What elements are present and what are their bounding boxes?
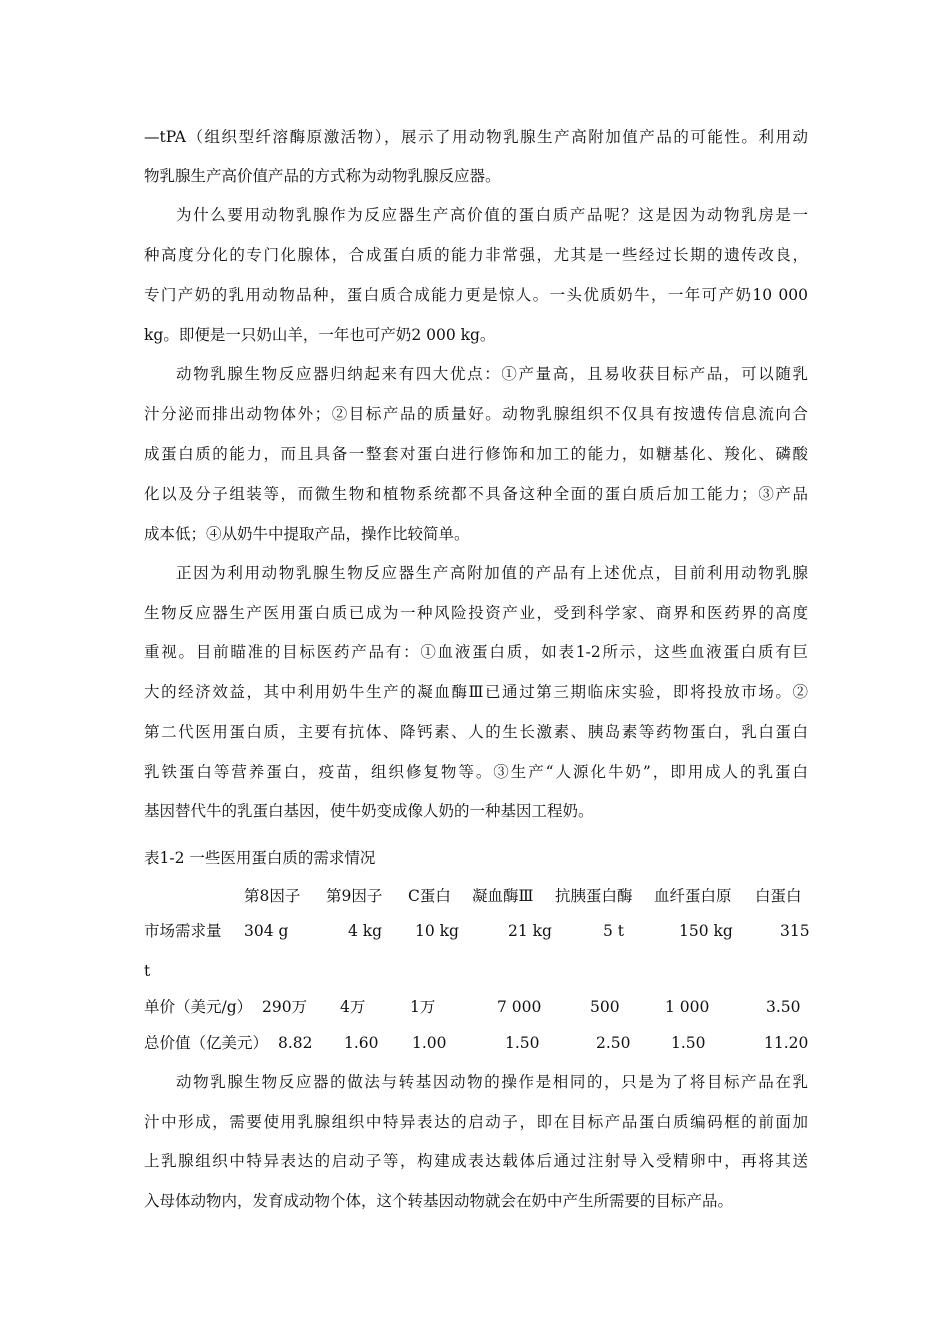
paragraph-line: 动物乳腺生物反应器的做法与转基因动物的操作是相同的，只是为了将目标产品在乳: [176, 1073, 808, 1091]
table-cell-overflow: t: [144, 962, 151, 980]
table-cell: 21 kg: [508, 922, 552, 940]
table-cell: 11.20: [764, 1034, 809, 1052]
table-cell: 150 kg: [679, 922, 733, 940]
table-cell: 2.50: [596, 1034, 631, 1052]
table-cell: 7 000: [497, 998, 542, 1016]
table-cell: 4万: [340, 998, 366, 1016]
paragraph-line: 上乳腺组织中特异表达的启动子等，构建成表达载体后通过注射导入受精卵中，再将其送: [144, 1152, 808, 1170]
table-cell: 290万: [262, 998, 308, 1016]
paragraph-line: 乳铁蛋白等营养蛋白，疫苗，组织修复物等。③生产“人源化牛奶”，即用成人的乳蛋白: [144, 763, 808, 781]
table-cell: 4 kg: [348, 922, 383, 940]
table-cell: 1.00: [412, 1034, 447, 1052]
paragraph-line: 动物乳腺生物反应器归纳起来有四大优点：①产量高，且易收获目标产品，可以随乳: [176, 365, 808, 383]
paragraph-line: 种高度分化的专门化腺体，合成蛋白质的能力非常强，尤其是一些经过长期的遗传改良，: [144, 246, 808, 264]
table-row-label: 总价值（亿美元）: [144, 1034, 269, 1052]
paragraph-line: 成蛋白质的能力，而且具备一整套对蛋白进行修饰和加工的能力，如糖基化、羧化、磷酸: [144, 445, 808, 463]
table-cell: 8.82: [278, 1034, 313, 1052]
table-cell: 5 t: [603, 922, 625, 940]
paragraph-line: kg。即便是一只奶山羊，一年也可产奶2 000 kg。: [144, 326, 496, 344]
paragraph-line: —tPA（组织型纤溶酶原激活物），展示了用动物乳腺生产高附加值产品的可能性。利用动: [144, 128, 808, 146]
table-cell: 3.50: [766, 998, 801, 1016]
paragraph-line: 第二代医用蛋白质，主要有抗体、降钙素、人的生长激素、胰岛素等药物蛋白，乳白蛋白: [144, 723, 808, 741]
table-caption: 表1-2 一些医用蛋白质的需求情况: [144, 849, 376, 867]
paragraph-line: 专门产奶的乳用动物品种，蛋白质合成能力更是惊人。一头优质奶牛，一年可产奶10 000: [144, 286, 808, 304]
table-header-cell: 血纤蛋白原: [654, 887, 732, 905]
paragraph-line: 生物反应器生产医用蛋白质已成为一种风险投资产业，受到科学家、商界和医药界的高度: [144, 604, 808, 622]
paragraph-line: 重视。目前瞄准的目标医药产品有：①血液蛋白质，如表1-2所示，这些血液蛋白质有巨: [144, 643, 808, 661]
paragraph-line: 汁分泌而排出动物体外；②目标产品的质量好。动物乳腺组织不仅具有按遗传信息流向合: [144, 405, 808, 423]
table-cell: 304 g: [244, 922, 289, 940]
paragraph-line: 正因为利用动物乳腺生物反应器生产高附加值的产品有上述优点，目前利用动物乳腺: [176, 564, 808, 582]
paragraph-line: 基因替代牛的乳蛋白基因，使牛奶变成像人奶的一种基因工程奶。: [144, 802, 594, 820]
table-header-cell: 抗胰蛋白酶: [555, 887, 633, 905]
table-cell: 1 000: [665, 998, 710, 1016]
table-cell: 500: [590, 998, 620, 1016]
table-row-label: 单价（美元/g）: [144, 998, 253, 1016]
table-cell: 1.50: [505, 1034, 540, 1052]
paragraph-line: 汁中形成，需要使用乳腺组织中特异表达的启动子，即在目标产品蛋白质编码框的前面加: [144, 1113, 808, 1131]
table-cell: 1万: [410, 998, 436, 1016]
table-cell: 315: [780, 922, 810, 940]
paragraph-line: 入母体动物内，发育成动物个体，这个转基因动物就会在奶中产生所需要的目标产品。: [144, 1192, 734, 1210]
table-header-cell: 第8因子: [244, 887, 301, 905]
table-cell: 1.60: [344, 1034, 379, 1052]
paragraph-line: 物乳腺生产高价值产品的方式称为动物乳腺反应器。: [144, 167, 501, 185]
paragraph-line: 大的经济效益，其中利用奶牛生产的凝血酶Ⅲ已通过第三期临床实验，即将投放市场。②: [144, 683, 808, 701]
table-cell: 1.50: [671, 1034, 706, 1052]
paragraph-line: 为什么要用动物乳腺作为反应器生产高价值的蛋白质产品呢？这是因为动物乳房是一: [176, 206, 808, 224]
paragraph-line: 化以及分子组装等，而微生物和植物系统都不具备这种全面的蛋白质后加工能力；③产品: [144, 485, 808, 503]
table-header-cell: C蛋白: [408, 887, 451, 905]
paragraph-line: 成本低；④从奶牛中提取产品，操作比较简单。: [144, 525, 470, 543]
table-header-cell: 第9因子: [326, 887, 383, 905]
table-header-cell: 白蛋白: [755, 887, 802, 905]
table-header-cell: 凝血酶Ⅲ: [472, 887, 534, 905]
table-cell: 10 kg: [415, 922, 459, 940]
table-row-label: 市场需求量: [144, 922, 222, 940]
